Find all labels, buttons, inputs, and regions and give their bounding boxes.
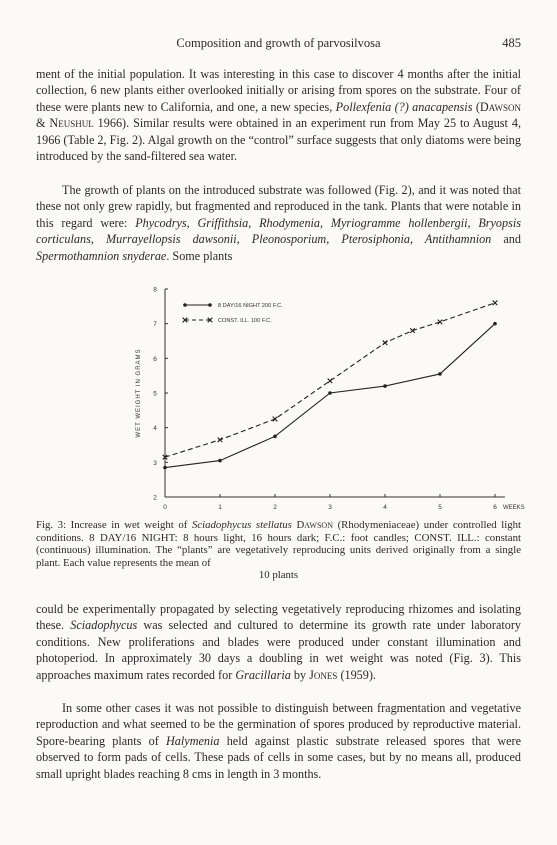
legend-marker	[183, 303, 187, 307]
paragraph-3: could be experimentally propagated by selecting vegetatively reproducing rhizomes and isolating these. Sciadophycus was selected and cultured to determine its growth rate under laboratory conditions. New proliferations and blades were produced under constant illumination and photoperiod. In approximately 30 days a doubling in wet weight was noted (Fig. 3). This approaches maximum rates recorded for Gracillaria by Jones (1959).	[36, 602, 521, 682]
x-tick-label: 4	[383, 504, 387, 511]
x-tick-label: 5	[438, 504, 442, 511]
genus-name: Halymenia	[166, 733, 220, 748]
series-line-2	[165, 303, 495, 457]
data-point	[328, 379, 333, 384]
legend-label: 8 DAY/16 NIGHT 200 F.C.	[218, 303, 283, 309]
y-tick-label: 3	[153, 459, 157, 467]
data-point	[493, 322, 497, 326]
author-citation: Dawson	[479, 99, 521, 114]
author-citation: Jones	[309, 667, 338, 682]
line-chart	[110, 275, 530, 515]
y-axis-label: WET WEIGHT IN GRAMS	[136, 348, 142, 438]
x-axis-label: WEEKS	[503, 505, 525, 511]
x-tick-label: 3	[328, 504, 332, 511]
y-tick-label: 5	[153, 390, 157, 398]
genus-name: Sciadophycus	[70, 618, 138, 633]
paragraph-2: The growth of plants on the introduced substrate was followed (Fig. 2), and it was noted that these not only grew rapidly, but fragmented and reproduced in the tank. Plants that were notable in this regard were: Phycodrys, Griffithsia, Rhodymenia, Myriogramme hollenbergii, Bryopsis corticulans, Murrayellopsis dawsonii, Pleonosporium, Pterosiphonia, Antithamnion and Spermothamnion snyderae. Some plants	[36, 183, 521, 263]
paragraph-4: In some other cases it was not possible to distinguish between fragmentation and vegetative reproduction and what seemed to be the germination of spores produced by reproductive material. Spore-bearing plants of Halymenia held against plastic substrate released spores that were observed to form pads of cells. These pads of cells in some cases, but by no means all, produced small upright blades reaching 8 cms in length in 3 months.	[36, 701, 521, 781]
data-point	[273, 435, 277, 439]
data-point	[273, 417, 278, 422]
data-point	[383, 384, 387, 388]
species-list: Phycodrys, Griffithsia, Rhodymenia, Myriogramme hollenbergii, Bryopsis corticulans, Murrayellopsis dawsonii, Pleonosporium, Pterosiphonia, Antithamnion	[36, 215, 521, 247]
author-citation: Dawson	[296, 519, 333, 531]
author-citation: Neushul	[49, 116, 94, 131]
data-point	[163, 466, 167, 470]
x-tick-label: 2	[273, 504, 277, 511]
running-header	[36, 36, 521, 52]
data-point	[218, 459, 222, 463]
y-tick-label: 6	[153, 355, 157, 363]
y-tick-label: 7	[153, 321, 157, 329]
y-tick-label: 2	[153, 494, 157, 502]
x-tick-label: 6	[493, 504, 497, 511]
legend-label: CONST. ILL. 100 F.C.	[218, 318, 272, 324]
y-tick-label: 4	[153, 425, 157, 433]
data-point	[383, 340, 388, 345]
data-point	[438, 372, 442, 376]
running-title: Composition and growth of parvosilvosa	[176, 36, 381, 50]
species-name: Pollexfenia (?) anacapensis	[335, 99, 473, 114]
x-tick-label: 1	[218, 504, 222, 511]
data-point	[493, 301, 498, 306]
data-point	[328, 391, 332, 395]
series-line-1	[165, 324, 495, 468]
paragraph-1: ment of the initial population. It was interesting in this case to discover 4 months after the initial collection, 6 new plants either overlooked initially or arising from spores on the substrate. Four of these were plants new to California, and one, a new species, Pollexfenia (?) anacapensis (Dawson & Neushul 1966). Similar results were obtained in an experiment run from May 25 to August 4, 1966 (Table 2, Fig. 2). Algal growth on the “control” surface suggests that only diatoms were being introduced by the sand-filtered sea water.	[36, 67, 521, 164]
genus-name: Gracillaria	[235, 667, 291, 682]
figure-caption: Fig. 3: Increase in wet weight of Sciadophycus stellatus Dawson (Rhodymeniaceae) under controlled light conditions. 8 DAY/16 NIGHT: 8 hours light, 16 hours dark; F.C.: foot candles; CONST. ILL.: constant (continuous) illumination. The “plants” are vegetatively reproducing units derived originally from a single plant. Each value represents the mean of 10 plants	[36, 519, 522, 582]
x-tick-label: 0	[163, 504, 167, 511]
species-name: Sciadophycus stellatus	[191, 519, 292, 531]
legend-marker	[208, 303, 212, 307]
figure-3-chart	[110, 275, 530, 515]
species-name: Spermothamnion snyderae	[36, 248, 167, 263]
page-number: 485	[502, 36, 521, 50]
y-tick-label: 8	[153, 286, 157, 294]
